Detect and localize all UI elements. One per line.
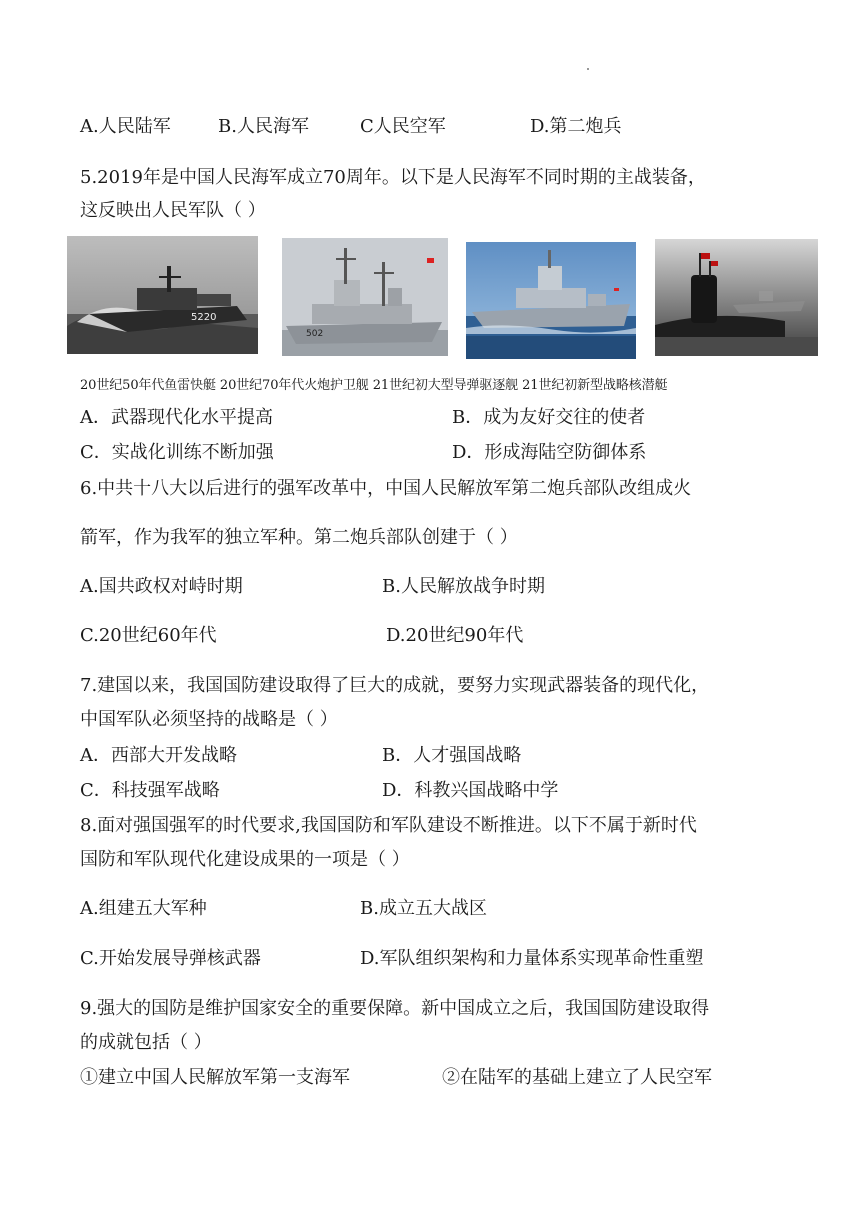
- q7-option-a[interactable]: A．西部大开发战略: [80, 745, 237, 766]
- q4-option-c[interactable]: C人民空军: [360, 116, 446, 137]
- q6-stem: 6.中共十八大以后进行的强军改革中，中国人民解放军第二炮兵部队改组成火: [80, 478, 692, 499]
- q8-option-a[interactable]: A.组建五大军种: [80, 898, 207, 919]
- q5-image-caption: 20世纪50年代鱼雷快艇 20世纪70年代火炮护卫舰 21世纪初大型导弹驱逐舰 21世纪初新型战略核潜艇: [80, 378, 668, 393]
- q8-option-d[interactable]: D.军队组织架构和力量体系实现革命性重塑: [360, 948, 704, 969]
- q5-option-d[interactable]: D．形成海陆空防御体系: [452, 442, 647, 463]
- q6-option-b[interactable]: B.人民解放战争时期: [382, 576, 545, 597]
- q5-stem: 5.2019年是中国人民海军成立70周年。以下是人民海军不同时期的主战装备，: [80, 167, 706, 188]
- q4-option-b[interactable]: B.人民海军: [218, 116, 309, 137]
- q6-option-a[interactable]: A.国共政权对峙时期: [80, 576, 243, 597]
- q5-option-b[interactable]: B．成为友好交往的使者: [452, 407, 646, 428]
- q4-option-a[interactable]: A.人民陆军: [80, 116, 171, 137]
- destroyer-photo: [466, 242, 636, 359]
- q9-item-2: ②在陆军的基础上建立了人民空军: [442, 1067, 712, 1088]
- q5-option-c[interactable]: C．实战化训练不断加强: [80, 442, 274, 463]
- q6-option-c[interactable]: C.20世纪60年代: [80, 625, 217, 646]
- q7-option-c[interactable]: C．科技强军战略: [80, 780, 220, 801]
- q6-stem-cont: 箭军，作为我军的独立军种。第二炮兵部队创建于（ ）: [80, 527, 518, 548]
- q7-option-d[interactable]: D．科教兴国战略中学: [382, 780, 559, 801]
- q6-option-d[interactable]: D.20世纪90年代: [386, 625, 524, 646]
- q8-stem: 8.面对强国强军的时代要求,我国国防和军队建设不断推进。以下不属于新时代: [80, 815, 697, 836]
- q7-stem: 7.建国以来，我国国防建设取得了巨大的成就，要努力实现武器装备的现代化，: [80, 675, 710, 696]
- q9-stem-cont: 的成就包括（ ）: [80, 1032, 212, 1053]
- q8-option-c[interactable]: C.开始发展导弹核武器: [80, 948, 261, 969]
- page-dot: [587, 68, 589, 70]
- torpedo-boat-photo: [67, 236, 258, 354]
- frigate-photo: [282, 238, 448, 356]
- q9-stem: 9.强大的国防是维护国家安全的重要保障。新中国成立之后，我国国防建设取得: [80, 998, 710, 1019]
- q5-stem-cont: 这反映出人民军队（ ）: [80, 200, 266, 221]
- q7-stem-cont: 中国军队必须坚持的战略是（ ）: [80, 709, 338, 730]
- q5-option-a[interactable]: A．武器现代化水平提高: [80, 407, 273, 428]
- q8-stem-cont: 国防和军队现代化建设成果的一项是（ ）: [80, 849, 410, 870]
- submarine-photo: [655, 239, 818, 356]
- q4-option-d[interactable]: D.第二炮兵: [530, 116, 622, 137]
- torpedo-boat-hull-number: 5220: [191, 312, 217, 323]
- q8-option-b[interactable]: B.成立五大战区: [360, 898, 487, 919]
- frigate-hull-number: 502: [306, 329, 324, 339]
- q9-item-1: ①建立中国人民解放军第一支海军: [80, 1067, 350, 1088]
- q7-option-b[interactable]: B．人才强国战略: [382, 745, 522, 766]
